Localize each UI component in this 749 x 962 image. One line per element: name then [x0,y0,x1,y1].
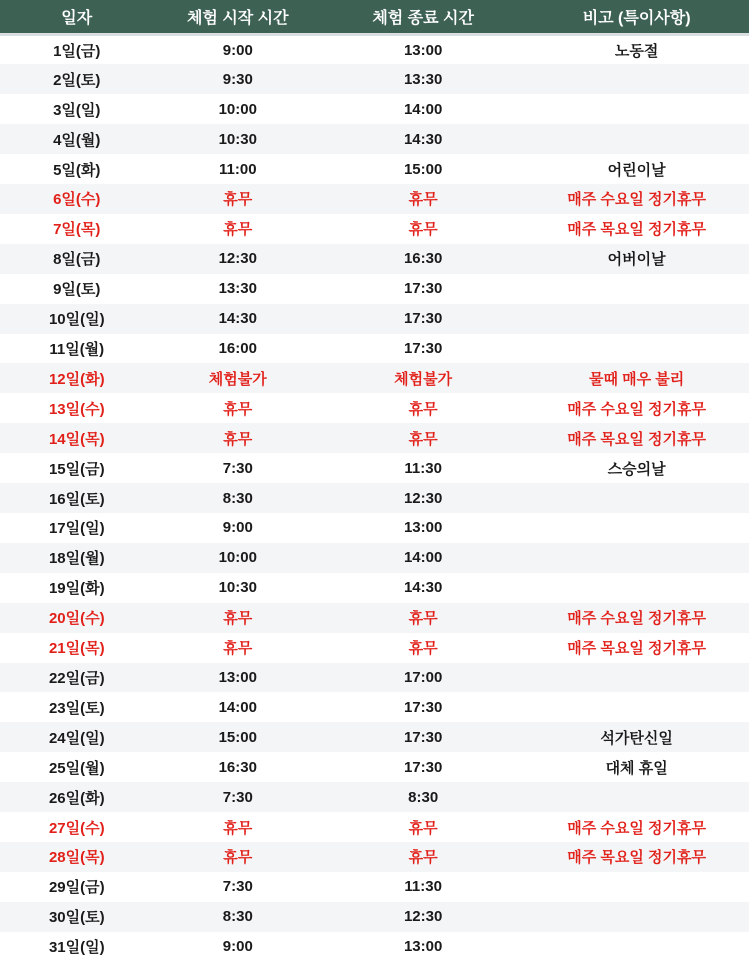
table-row [0,244,749,274]
table-row [0,633,749,663]
note-cell [524,932,749,962]
date-cell: 8일(금) [53,251,101,269]
header-start-time: 체험 시작 시간 [154,0,323,35]
note-cell [524,94,749,124]
table-row [0,932,749,962]
table-row [0,692,749,722]
note-cell: 매주 수요일 정기휴무 [567,610,706,628]
note-cell: 어버이날 [607,251,666,269]
date-cell: 17일(일) [48,520,105,538]
note-cell: 대체 휴일 [605,759,668,777]
table-row [0,663,749,693]
start-time-cell: 휴무 [223,610,253,628]
date-cell: 28일(목) [48,849,105,867]
table-row [0,603,749,633]
end-time-cell: 16:30 [403,250,443,268]
end-time-cell: 17:30 [403,728,443,746]
end-time-cell: 8:30 [408,788,439,806]
date-cell: 11일(월) [49,341,105,359]
start-time-cell: 체험불가 [208,370,267,388]
start-time-cell: 7:30 [222,788,253,806]
table-row [0,214,749,244]
start-time-cell: 7:30 [222,459,253,477]
note-cell [524,124,749,154]
start-time-cell: 휴무 [223,400,253,418]
header-end-time: 체험 종료 시간 [322,0,524,35]
note-cell [524,334,749,364]
start-time-cell: 10:00 [218,549,257,567]
date-cell: 19일(화) [48,580,105,598]
end-time-cell: 휴무 [408,191,438,209]
header-note: 비고 (특이사항) [524,0,749,35]
end-time-cell: 12:30 [403,908,443,926]
header-row [0,0,749,35]
date-cell: 2일(토) [53,71,101,89]
end-time-cell: 12:30 [403,489,443,507]
start-time-cell: 16:30 [218,758,257,776]
table-row [0,872,749,902]
start-time-cell: 13:30 [218,280,257,298]
end-time-cell: 휴무 [408,400,438,418]
start-time-cell: 휴무 [223,640,253,658]
table-row [0,363,749,393]
table-header [0,0,749,35]
date-cell: 16일(토) [48,490,105,508]
start-time-cell: 휴무 [223,430,253,448]
start-time-cell: 10:30 [218,130,257,148]
note-cell [524,274,749,304]
end-time-cell: 14:00 [403,549,443,567]
table-row [0,94,749,124]
note-cell [524,692,749,722]
date-cell: 4일(월) [53,131,101,149]
note-cell: 석가탄신일 [600,729,673,747]
note-cell [524,782,749,812]
table-row [0,782,749,812]
table-row [0,842,749,872]
table-row [0,752,749,782]
note-cell [524,902,749,932]
end-time-cell: 13:30 [403,70,443,88]
end-time-cell: 17:00 [403,668,443,686]
table-row [0,722,749,752]
note-cell [524,543,749,573]
end-time-cell: 17:30 [403,310,443,328]
start-time-cell: 15:00 [218,728,257,746]
note-cell: 매주 수요일 정기휴무 [567,819,706,837]
table-row [0,64,749,94]
table-row [0,35,749,65]
date-cell: 12일(화) [48,370,105,388]
date-cell: 24일(일) [48,729,105,747]
table-row [0,184,749,214]
table-row [0,902,749,932]
end-time-cell: 13:00 [403,41,443,59]
end-time-cell: 13:00 [403,519,443,537]
start-time-cell: 9:00 [222,519,253,537]
end-time-cell: 11:30 [404,878,442,896]
date-cell: 6일(수) [53,191,101,209]
end-time-cell: 17:30 [403,340,443,358]
start-time-cell: 휴무 [223,819,253,837]
end-time-cell: 휴무 [408,849,438,867]
date-cell: 22일(금) [48,669,105,687]
header-date: 일자 [0,0,154,35]
table-row [0,423,749,453]
end-time-cell: 휴무 [408,610,438,628]
date-cell: 23일(토) [48,699,105,717]
start-time-cell: 13:00 [218,668,257,686]
note-cell [524,872,749,902]
date-cell: 21일(목) [48,640,105,658]
date-cell: 20일(수) [48,610,105,628]
note-cell: 어린이날 [607,161,666,179]
date-cell: 29일(금) [48,879,105,897]
date-cell: 13일(수) [48,400,105,418]
start-time-cell: 10:00 [218,100,257,118]
note-cell: 매주 수요일 정기휴무 [567,191,706,209]
end-time-cell: 휴무 [408,430,438,448]
table-row [0,154,749,184]
start-time-cell: 7:30 [222,878,253,896]
end-time-cell: 체험불가 [394,370,453,388]
table-row [0,393,749,423]
start-time-cell: 9:00 [222,938,253,956]
end-time-cell: 15:00 [403,160,443,178]
start-time-cell: 8:30 [222,908,253,926]
start-time-cell: 16:00 [218,340,257,358]
start-time-cell: 9:30 [222,70,253,88]
table-row [0,274,749,304]
start-time-cell: 휴무 [223,191,253,209]
table-row [0,812,749,842]
date-cell: 25일(월) [48,759,105,777]
start-time-cell: 14:00 [218,698,257,716]
table-row [0,334,749,364]
end-time-cell: 휴무 [408,640,438,658]
table-row [0,483,749,513]
date-cell: 15일(금) [48,460,105,478]
end-time-cell: 휴무 [408,819,438,837]
date-cell: 5일(화) [53,161,101,179]
end-time-cell: 17:30 [403,758,443,776]
start-time-cell: 휴무 [223,849,253,867]
table-row [0,513,749,543]
table-row [0,573,749,603]
table-row [0,453,749,483]
schedule-table-body [0,35,749,962]
end-time-cell: 17:30 [403,698,443,716]
start-time-cell: 9:00 [222,41,253,59]
date-cell: 30일(토) [48,909,105,927]
note-cell [524,64,749,94]
date-cell: 1일(금) [53,42,101,60]
date-cell: 10일(일) [48,311,105,329]
end-time-cell: 휴무 [408,221,438,239]
note-cell: 매주 목요일 정기휴무 [567,430,706,448]
note-cell: 매주 목요일 정기휴무 [567,849,706,867]
note-cell [524,304,749,334]
end-time-cell: 14:00 [403,100,443,118]
note-cell: 물때 매우 불리 [588,370,685,388]
note-cell: 노동절 [614,42,659,60]
note-cell: 매주 목요일 정기휴무 [567,221,706,239]
start-time-cell: 12:30 [218,250,257,268]
date-cell: 26일(화) [48,789,105,807]
note-cell: 스승의날 [607,460,666,478]
start-time-cell: 14:30 [218,310,257,328]
table-row [0,543,749,573]
note-cell: 매주 목요일 정기휴무 [567,640,706,658]
date-cell: 14일(목) [48,430,105,448]
end-time-cell: 17:30 [403,280,443,298]
start-time-cell: 8:30 [222,489,253,507]
table-row [0,124,749,154]
start-time-cell: 11:00 [219,160,257,178]
start-time-cell: 10:30 [218,579,257,597]
end-time-cell: 11:30 [404,459,442,477]
start-time-cell: 휴무 [223,221,253,239]
end-time-cell: 14:30 [403,579,443,597]
date-cell: 27일(수) [48,819,105,837]
date-cell: 9일(토) [53,281,101,299]
note-cell: 매주 수요일 정기휴무 [567,400,706,418]
date-cell: 31일(일) [48,939,105,957]
note-cell [524,483,749,513]
note-cell [524,663,749,693]
date-cell: 18일(월) [48,550,105,568]
date-cell: 3일(일) [53,101,101,119]
note-cell [524,513,749,543]
date-cell: 7일(목) [53,221,101,239]
note-cell [524,573,749,603]
end-time-cell: 13:00 [403,938,443,956]
table-row [0,304,749,334]
end-time-cell: 14:30 [403,130,443,148]
